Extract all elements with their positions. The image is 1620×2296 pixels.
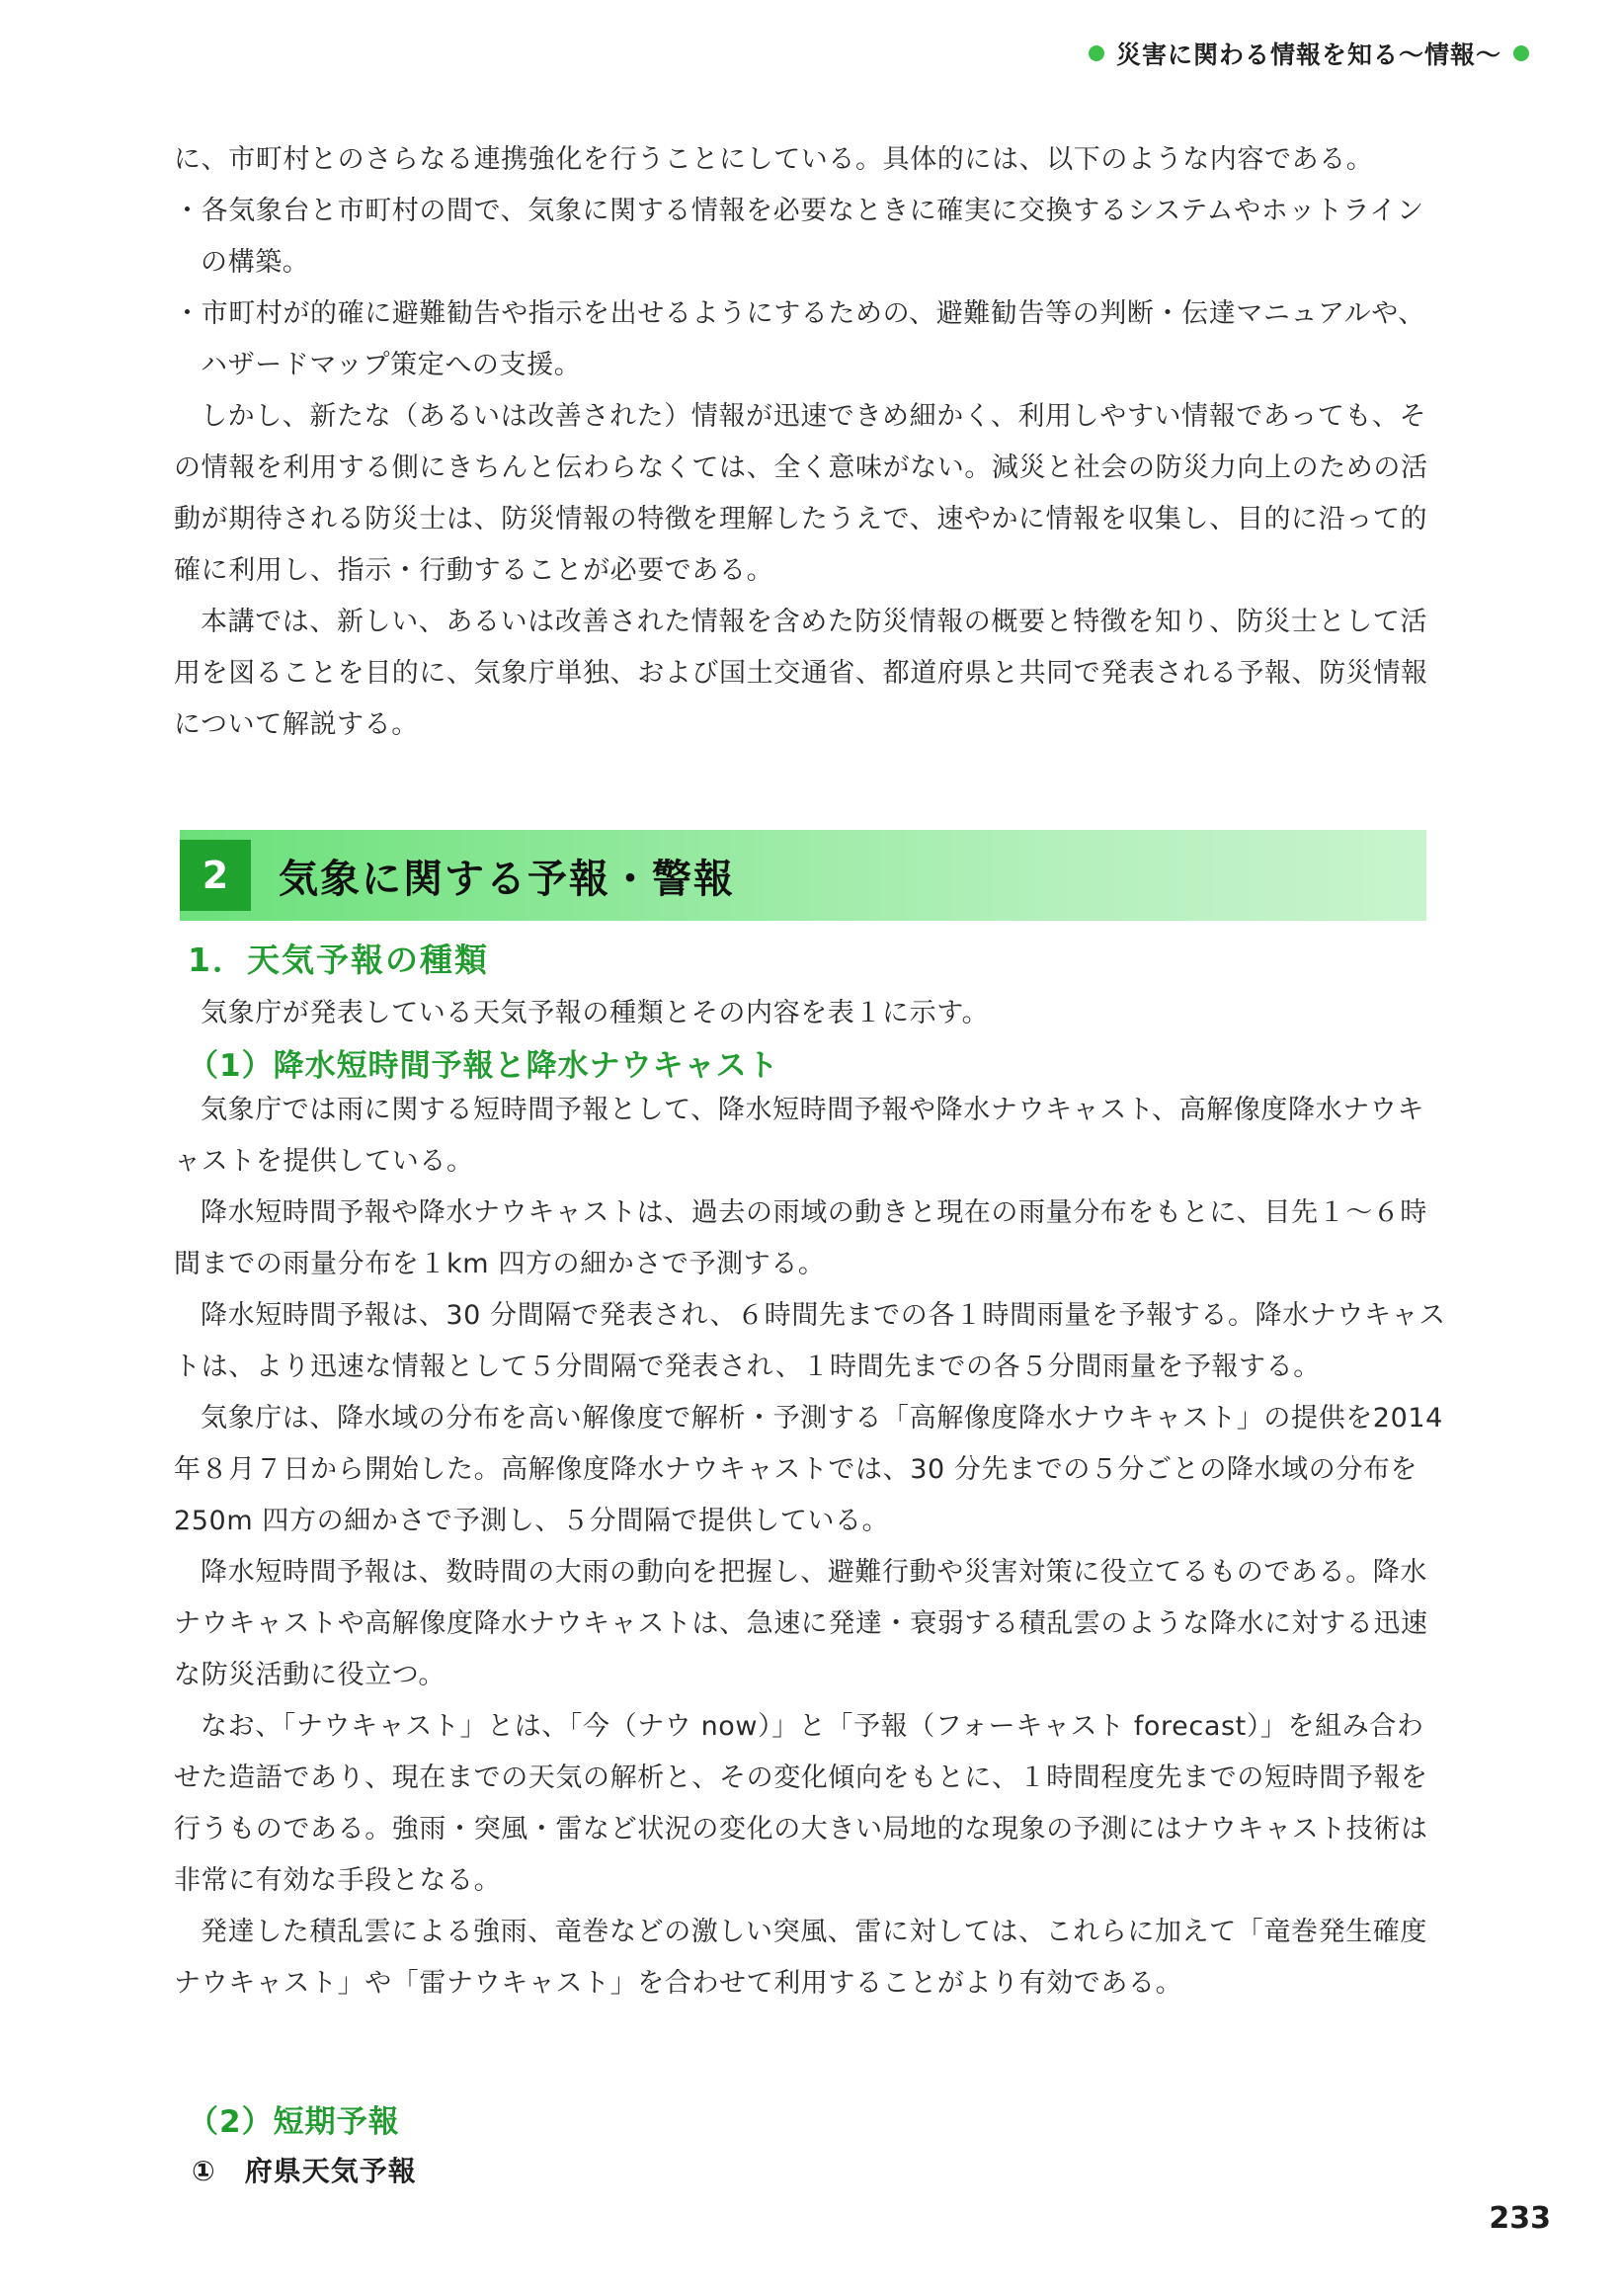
body-paragraph: 降水短時間予報は、数時間の大雨の動向を把握し、避難行動や災害対策に役立てるものである。降水ナウキャストや高解像度降水ナウキャストは、急速に発達・衰弱する積乱雲のような降水に対する迅速な防災活動に役立つ。 <box>174 1557 1428 1690</box>
lead-paragraph: 気象庁が発表している天気予報の種類とその内容を表１に示す。 <box>201 998 990 1028</box>
intro-paragraph: しかし、新たな（あるいは改善された）情報が迅速できめ細かく、利用しやすい情報であっても、その情報を利用する側にきちんと伝わらなくては、全く意味がない。減災と社会の防災力向上のための活動が期待される防災士は、防災情報の特徴を理解したうえで、速やかに情報を収集し、目的に沿って的確に利用し、指示・行動することが必要である。 <box>174 401 1428 586</box>
bullet-dot-icon <box>1513 45 1529 61</box>
item-heading: ① 府県天気予報 <box>192 2155 417 2187</box>
bullet-item: ・各気象台と市町村の間で、気象に関する情報を必要なときに確実に交換するシステムやホットラインの構築。 <box>174 196 1424 278</box>
nowcast-text <box>174 1085 1448 2009</box>
bullet-dot-icon <box>1089 45 1104 61</box>
subsection-heading: 1．天気予報の種類 <box>188 941 489 979</box>
body-paragraph: 降水短時間予報は、30 分間隔で発表され、６時間先までの各１時間雨量を予報する。降水ナウキャストは、より迅速な情報として５分間隔で発表され、１時間先までの各５分間雨量を予報する。 <box>174 1300 1446 1382</box>
intro-text <box>174 134 1448 751</box>
running-header <box>1089 36 1529 71</box>
body-paragraph: 気象庁では雨に関する短時間予報として、降水短時間予報や降水ナウキャスト、高解像度降水ナウキャストを提供している。 <box>174 1095 1425 1177</box>
bullet-item: ・市町村が的確に避難勧告や指示を出せるようにするための、避難勧告等の判断・伝達マニュアルや、ハザードマップ策定への支援。 <box>174 298 1425 380</box>
body-paragraph: 気象庁は、降水域の分布を高い解像度で解析・予測する「高解像度降水ナウキャスト」の提供を2014 年８月７日から開始した。高解像度降水ナウキャストでは、30 分先までの５分ごとの降水域の分布を 250m 四方の細かさで予測し、５分間隔で提供している。 <box>174 1403 1443 1536</box>
body-paragraph: 発達した積乱雲による強雨、竜巻などの激しい突風、雷に対しては、これらに加えて「竜巻発生確度ナウキャスト」や「雷ナウキャスト」を合わせて利用することがより有効である。 <box>174 1917 1427 1999</box>
body-paragraph: 降水短時間予報や降水ナウキャストは、過去の雨域の動きと現在の雨量分布をもとに、目先１〜６時間までの雨量分布を１km 四方の細かさで予測する。 <box>174 1197 1427 1279</box>
section-title: 気象に関する予報・警報 <box>279 856 735 902</box>
page-number: 233 <box>1489 2201 1551 2236</box>
subsubsection-heading: （1）降水短時間予報と降水ナウキャスト <box>188 1048 779 1084</box>
running-header-title: 災害に関わる情報を知る〜情報〜 <box>1115 41 1501 69</box>
subsection-lead <box>174 988 1448 1039</box>
intro-paragraph: に、市町村とのさらなる連携強化を行うことにしている。具体的には、以下のような内容である。 <box>174 144 1374 175</box>
subsubsection-heading: （2）短期予報 <box>188 2104 400 2140</box>
intro-paragraph: 本講では、新しい、あるいは改善された情報を含めた防災情報の概要と特徴を知り、防災士として活用を図ることを目的に、気象庁単独、および国土交通省、都道府県と共同で発表される予報、防災情報について解説する。 <box>174 607 1428 740</box>
section-heading-bar <box>180 830 1426 921</box>
body-paragraph: なお、「ナウキャスト」とは、「今（ナウ now）」と「予報（フォーキャスト forecast）」を組み合わせた造語であり、現在までの天気の解析と、その変化傾向をもとに、１時間程度先までの短時間予報を行うものである。強雨・突風・雷など状況の変化の大きい局地的な現象の予測にはナウキャスト技術は非常に有効な手段となる。 <box>174 1711 1428 1896</box>
section-number: 2 <box>180 840 251 911</box>
